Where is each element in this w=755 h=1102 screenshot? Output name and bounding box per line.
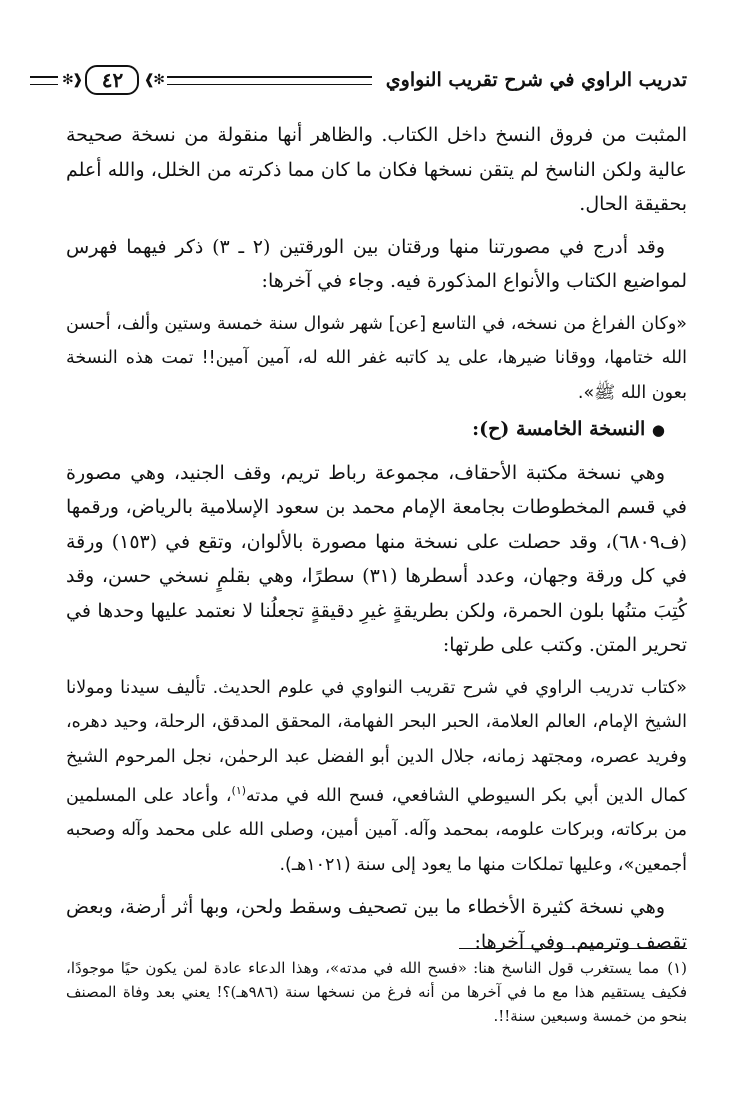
paragraph: المثبت من فروق النسخ داخل الكتاب. والظاهر أنها منقولة من نسخة صحيحة عالية ولكن الناسخ لم يتقن نسخها فكان ما كان مما ذكرته من الخلل، والله أعلم بحقيقة الحال.: [66, 124, 687, 215]
page-number-frame: [62, 65, 163, 95]
main-text: [66, 118, 687, 967]
quotation: [66, 671, 687, 883]
footnote-reference[interactable]: (١): [231, 784, 247, 797]
section-heading-text: النسخة الخامسة (ح):: [472, 418, 646, 440]
footnotes: [66, 956, 687, 1028]
paragraph: وقد أدرج في مصورتنا منها ورقتان بين الورقتين (٢ ـ ٣) ذكر فيهما فهرس لمواضيع الكتاب والأنواع المذكورة فيه. وجاء في آخرها:: [66, 235, 687, 292]
page-header: [30, 60, 687, 100]
paragraph: وهي نسخة مكتبة الأحقاف، مجموعة رباط تريم، وقف الجنيد، وهي مصورة في قسم المخطوطات بجامعة الإمام محمد بن سعود الإسلامية بالرياض، ورقمها (ف٦٨٠٩)، وقد حصلت على نسخة منها مصورة بالألوان، وتقع في (١٥٣) ورقة في كل ورقة وجهان، وعدد أسطرها (٣١) سطرًا، وهي بقلمٍ نسخي حسن، وقد كُتِبَ متنُها بلون الحمرة، ولكن بطريقةٍ غيرِ دقيقةٍ تجعلُنا لا نعتمد عليها وحدها في تحرير المتن. وكتب على طرتها:: [66, 461, 687, 656]
page-number: ٤٢: [85, 65, 139, 95]
footnote-divider: [459, 948, 687, 949]
section-heading: [66, 412, 687, 448]
ornament-icon: ❰✻: [62, 72, 82, 88]
bullet-icon: ●: [651, 421, 665, 439]
quote-text: «كتاب تدريب الراوي في شرح تقريب النواوي في علوم الحديث. تأليف سيدنا ومولانا الشيخ الإمام، العالم العلامة، الحبر البحر الفهامة، المحقق المدقق، الرحلة، وحيد دهره، وفريد عصره، ومجتهد زمانه، جلال الدين أبو الفضل عبد الرحمٰن، نجل المرحوم الشيخ كمال الدين أبي بكر السيوطي الشافعي، فسح الله في مدته: [66, 677, 687, 806]
header-rule-right: [30, 76, 58, 85]
quote-text: ، وأعاد على المسلمين من بركاته، وبركات علومه، بمحمد وآله. آمين أمين، وصلى الله على محمد وآله وصحبه أجمعين»، وعليها تملكات منها ما يعود إلى سنة (١٠٢١هـ).: [66, 785, 687, 875]
footnote-marker: (١): [667, 959, 687, 977]
footnote-text: مما يستغرب قول الناسخ هنا: «فسح الله في مدته»، وهذا الدعاء عادة لمن يكون حيًا موجودًا، فكيف يستقيم هذا مع ما في آخرها من أنه فرغ من نسخها سنة (٩٨٦هـ)؟! يعني بعد وفاة المصنف بنحو من خمسة وسبعين سنة!!.: [66, 959, 687, 1025]
running-title: تدريب الراوي في شرح تقريب النواوي: [385, 69, 687, 91]
ornament-icon: ✻❱: [143, 72, 163, 88]
header-rule-left: [167, 76, 372, 85]
quotation: «وكان الفراغ من نسخه، في التاسع [عن] شهر شوال سنة خمسة وستين وألف، أحسن الله ختامها، ووقانا ضيرها، على يد كاتبه غفر الله له، آمين آمين!! تمت هذه النسخة بعون الله ﷺ».: [66, 313, 687, 403]
footnote: [66, 956, 687, 1028]
paragraph: وهي نسخة كثيرة الأخطاء ما بين تصحيف وسقط ولحن، وبها أثر أرضة، وبعض تقصف وترميم. وفي آخرها:: [66, 896, 687, 953]
